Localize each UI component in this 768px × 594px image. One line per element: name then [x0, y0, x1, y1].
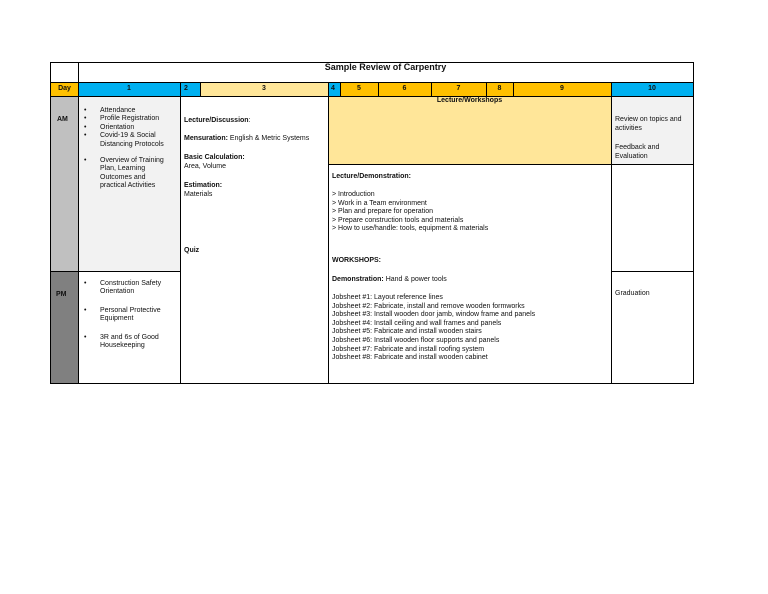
list-item: • Orientation [78, 124, 178, 132]
pm-label: PM [56, 291, 67, 298]
day1-am-list [78, 107, 178, 191]
list-item: > Prepare construction tools and materials [332, 216, 464, 224]
jobsheet-list [332, 294, 609, 363]
workshops-heading: WORKSHOPS: [332, 257, 381, 264]
demonstration-value: Hand & power tools [385, 276, 447, 283]
header-day-label: Day [58, 85, 71, 92]
header-day-1: 1 [127, 85, 131, 92]
lecture-discussion-label: Lecture/Discussion [184, 117, 249, 124]
list-item: • Profile Registration [78, 115, 178, 123]
list-item: • Personal Protective Equipment [78, 307, 174, 324]
page-title: Sample Review of Carpentry [324, 62, 447, 72]
review-text: Review on topics and activities [615, 116, 682, 132]
demonstration-line [332, 276, 447, 285]
basic-calculation-label: Basic Calculation: [184, 154, 245, 161]
quiz-label: Quiz [184, 247, 200, 254]
graduation-text: Graduation [615, 290, 650, 297]
header-day-7: 7 [456, 85, 461, 92]
header-day-8: 8 [497, 85, 502, 92]
list-item: Jobsheet #7: Fabricate and install roofing system [332, 345, 485, 353]
header-day-4: 4 [331, 85, 335, 92]
day1-pm-list [78, 280, 174, 350]
list-item: • Attendance [78, 107, 178, 115]
lecture-discussion-heading [184, 117, 251, 126]
mensuration-label: Mensuration: [184, 135, 228, 142]
header-day-9: 9 [560, 85, 564, 92]
pm-label-cell [51, 271, 78, 383]
estimation-value: Materials [184, 191, 213, 198]
basic-calculation-value: Area, Volume [184, 163, 227, 170]
list-item: • Construction Safety Orientation [78, 280, 174, 297]
list-item: Jobsheet #6: Install wooden floor supports and panels [332, 336, 500, 344]
list-item: Jobsheet #8: Fabricate and install wooden cabinet [332, 354, 488, 362]
header-day-3: 3 [262, 85, 266, 92]
header-day-5: 5 [357, 85, 361, 92]
list-item: Jobsheet #4: Install ceiling and wall frames and panels [332, 319, 502, 327]
list-item: • 3R and 6s of Good Housekeeping [78, 334, 174, 351]
header-day-6: 6 [402, 85, 407, 92]
list-item: > Work in a Team environment [332, 199, 427, 207]
demonstration-label: Demonstration: [332, 276, 384, 283]
list-item: Jobsheet #3: Install wooden door jamb, window frame and panels [332, 311, 536, 319]
list-item: Jobsheet #2: Fabricate, install and remove wooden formworks [332, 302, 525, 310]
list-item: > How to use/handle: tools, equipment & materials [332, 225, 489, 233]
lecture-workshops-banner-cell [328, 96, 611, 164]
list-item: • Covid-19 & Social Distancing Protocols [78, 132, 178, 149]
feedback-text: Feedback and Evaluation [615, 144, 660, 160]
demo-list [332, 191, 607, 234]
list-item: Jobsheet #1: Layout reference lines [332, 294, 443, 301]
mensuration-line [184, 135, 309, 144]
list-item: Jobsheet #5: Fabricate and install wooden stairs [332, 328, 482, 336]
header-day-10: 10 [648, 85, 656, 92]
lecture-workshops-banner: Lecture/Workshops [436, 97, 503, 104]
lecture-demonstration-heading: Lecture/Demonstration: [332, 173, 411, 180]
mensuration-value: English & Metric Systems [229, 135, 310, 142]
header-day-2: 2 [184, 85, 188, 92]
estimation-label: Estimation: [184, 182, 223, 189]
list-item: • Overview of Training Plan, Learning Outcomes and practical Activities [78, 157, 178, 191]
am-label: AM [57, 116, 68, 123]
lecture-discussion-colon: : [248, 117, 251, 124]
list-item: > Plan and prepare for operation [332, 208, 433, 216]
list-item: > Introduction [332, 191, 375, 198]
